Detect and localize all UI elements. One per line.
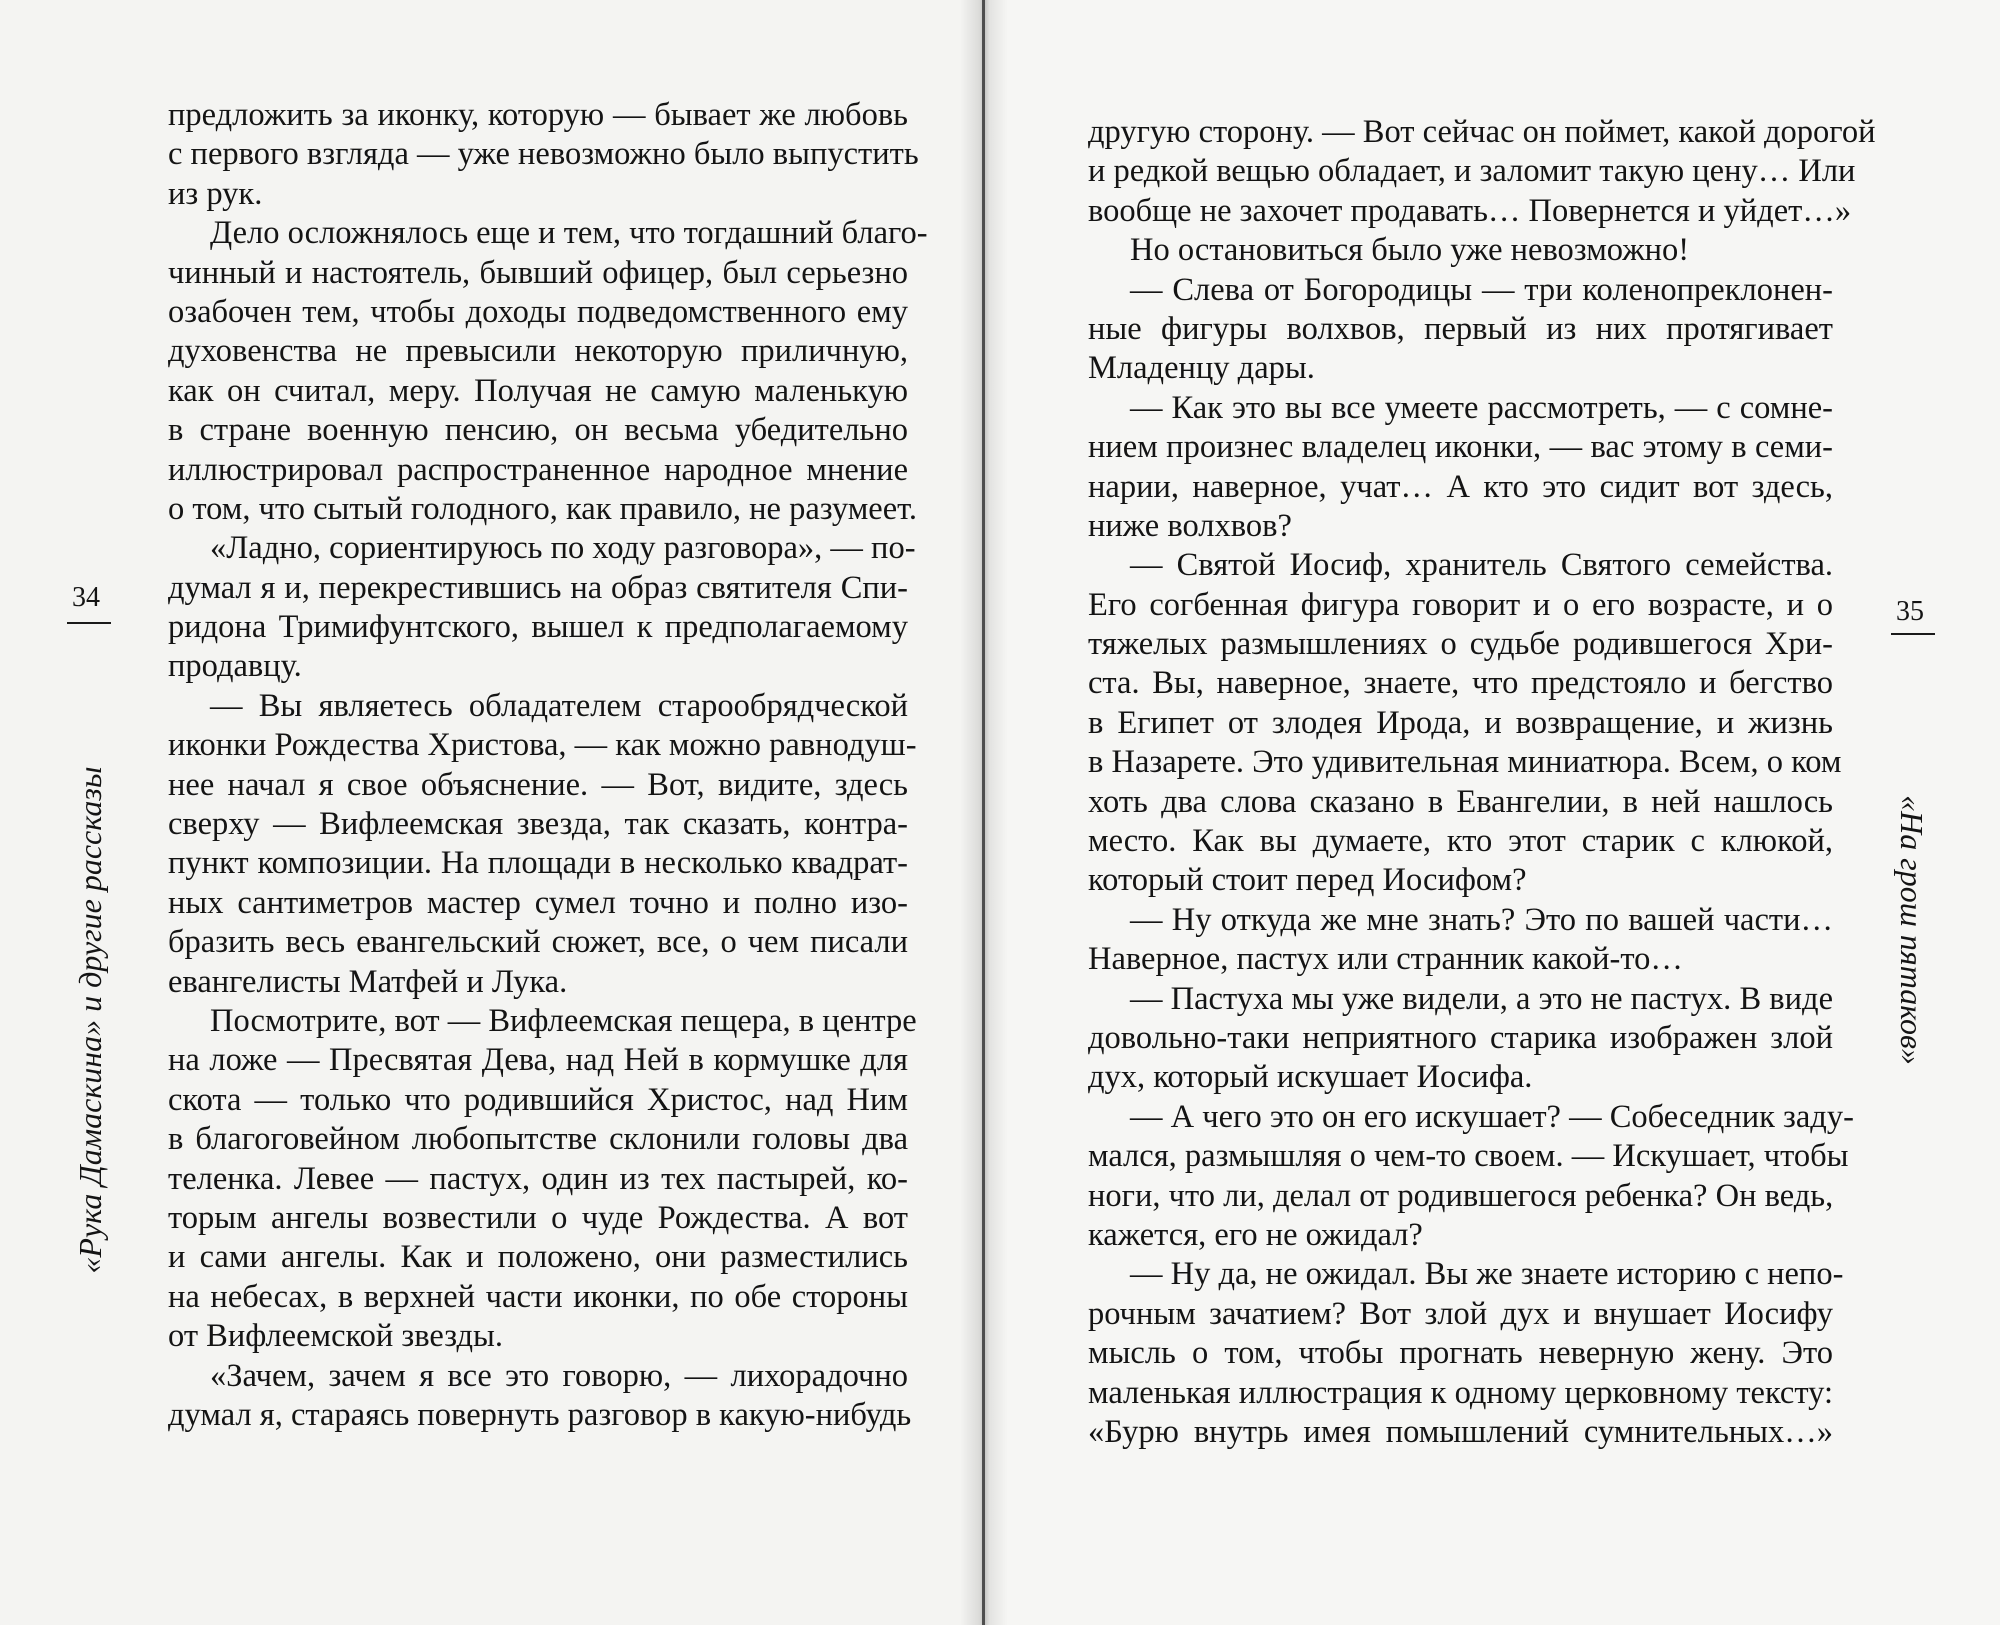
left-page-number-rule [67,622,111,624]
text-line: «Бурю внутрь имея помышлений сумнительных…» [1088,1413,1833,1450]
text-line: думал я, стараясь повернуть разговор в какую-нибудь [168,1396,912,1433]
text-line: бразить весь евангельский сюжет, все, о чем писали [168,924,908,961]
text-line: — Святой Иосиф, хранитель Святого семейства. [1130,547,1833,584]
text-line: в благоговейном любопытстве склонили головы два [168,1121,908,1158]
text-line: продавцу. [168,648,302,685]
text-line: на ложе — Пресвятая Дева, над Ней в кормушке для [168,1042,908,1079]
text-line: дух, который искушает Иосифа. [1088,1059,1533,1096]
text-line: евангелисты Матфей и Лука. [168,963,568,1000]
text-line: сверху — Вифлеемская звезда, так сказать, контра- [168,806,908,843]
text-line: нарии, наверное, учат… А кто это сидит вот здесь, [1088,468,1833,505]
text-line: — Как это вы все умеете рассмотреть, — с сомне- [1130,389,1833,426]
left-running-head: «Рука Дамаскина» и другие рассказы [72,766,108,1274]
text-line: в Назарете. Это удивительная миниатюра. Всем, о ком [1088,744,1842,781]
text-line: Наверное, пастух или странник какой-то… [1088,941,1683,978]
text-line: как он считал, меру. Получая не самую маленькую [168,372,908,409]
text-line: тяжелых размышлениях о судьбе родившегося Хри- [1088,626,1833,663]
text-line: пункт композиции. На площади в несколько квадрат- [168,845,908,882]
text-line: довольно-таки неприятного старика изображен злой [1088,1019,1833,1056]
text-line: маленькая иллюстрация к одному церковному тексту: [1088,1374,1833,1411]
text-line: чинный и настоятель, бывший офицер, был серьезно [168,254,908,291]
text-line: Дело осложнялось еще и тем, что тогдашний благо- [210,215,928,252]
text-line: «Зачем, зачем я все это говорю, — лихорадочно [210,1357,908,1394]
text-line: от Вифлеемской звезды. [168,1318,503,1355]
text-line: — Слева от Богородицы — три коленопреклонен- [1130,271,1833,308]
right-page-number-rule [1891,633,1935,635]
left-page-text [168,96,928,1435]
right-running-head: «На грош пятаков» [1894,795,1930,1065]
text-line: мался, размышляя о чем-то своем. — Искушает, чтобы [1088,1138,1849,1175]
text-line: вообще не захочет продавать… Повернется и уйдет…» [1088,192,1852,229]
text-line: ноги, что ли, делал от родившегося ребенка? Он ведь, [1088,1177,1834,1214]
text-line: — Вы являетесь обладателем старообрядческой [210,687,908,724]
text-line: озабочен тем, чтобы доходы подведомственного ему [168,293,908,330]
text-line: на небесах, в верхней части иконки, по обе стороны [168,1278,908,1315]
text-line: хоть два слова сказано в Евангелии, в ней нашлось [1088,783,1833,820]
text-line: кажется, его не ожидал? [1088,1216,1423,1253]
text-line: с первого взгляда — уже невозможно было выпустить [168,136,919,173]
text-line: место. Как вы думаете, кто этот старик с клюкой, [1088,823,1833,860]
text-line: думал я и, перекрестившись на образ святителя Спи- [168,569,908,606]
text-line: о том, что сытый голодного, как правило, не разумеет. [168,490,918,527]
right-page-text [1088,113,1876,1452]
book-spine-line [982,0,985,1625]
text-line: из рук. [168,175,263,212]
text-line: ных сантиметров мастер сумел точно и полно изо- [168,884,908,921]
text-line: нее начал я свое объяснение. — Вот, видите, здесь [168,766,908,803]
text-line: «Ладно, сориентируюсь по ходу разговора», — по- [210,530,916,567]
text-line: Его согбенная фигура говорит и о его возрасте, и о [1088,586,1833,623]
text-line: теленка. Левее — пастух, один из тех пастырей, ко- [168,1160,908,1197]
text-line: ные фигуры волхвов, первый из них протягивает [1088,310,1833,347]
text-line: торым ангелы возвестили о чуде Рождества. А вот [168,1199,908,1236]
text-line: другую сторону. — Вот сейчас он поймет, какой дорогой [1088,114,1876,150]
text-line: иконки Рождества Христова, — как можно равнодуш- [168,727,917,764]
text-line: и редкой вещью обладает, и заломит такую цену… Или [1088,153,1856,190]
left-page [0,0,980,1625]
text-line: в стране военную пенсию, он весьма убедительно [168,412,908,449]
text-line: иллюстрировал распространенное народное мнение [168,451,908,488]
left-page-number: 34 [72,582,100,613]
text-line: Младенцу дары. [1088,350,1315,387]
text-line: в Египет от злодея Ирода, и возвращение, и жизнь [1088,704,1833,741]
text-line: духовенства не превысили некоторую приличную, [168,333,908,370]
right-page-number: 35 [1896,596,1924,627]
text-line: — Ну откуда же мне знать? Это по вашей части… [1130,901,1833,938]
text-line: ста. Вы, наверное, знаете, что предстояло и бегство [1088,665,1833,702]
text-line: и сами ангелы. Как и положено, они разместились [168,1239,908,1276]
text-line: — Пастуха мы уже видели, а это не пастух. В виде [1130,980,1833,1017]
text-line: нием произнес владелец иконки, — вас этому в семи- [1088,429,1833,466]
text-line: который стоит перед Иосифом? [1088,862,1527,899]
text-line: предложить за иконку, которую — бывает же любовь [168,97,908,133]
text-line: — А чего это он его искушает? — Собеседник заду- [1130,1098,1854,1135]
text-line: ниже волхвов? [1088,507,1292,544]
text-line: рочным зачатием? Вот злой дух и внушает Иосифу [1088,1295,1833,1332]
text-line: Но остановиться было уже невозможно! [1130,232,1690,269]
text-line: мысль о том, чтобы прогнать неверную жену. Это [1088,1335,1833,1372]
text-line: ридона Тримифунтского, вышел к предполагаемому [168,609,908,646]
text-line: Посмотрите, вот — Вифлеемская пещера, в центре [210,1002,917,1039]
text-line: — Ну да, не ожидал. Вы же знаете историю с непо- [1130,1256,1844,1293]
text-line: скота — только что родившийся Христос, над Ним [168,1081,908,1118]
